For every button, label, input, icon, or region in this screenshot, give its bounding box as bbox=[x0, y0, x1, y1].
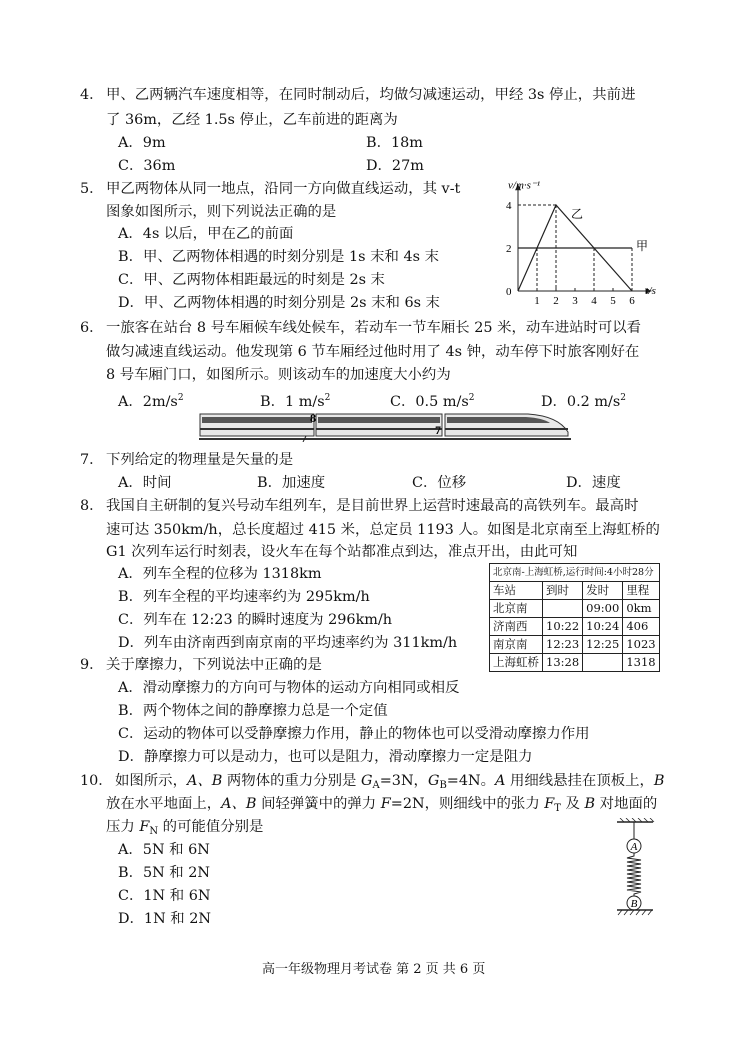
car-label-7: 7 bbox=[435, 423, 441, 437]
q5-number: 5． bbox=[80, 181, 104, 197]
q9-option-c: C．运动的物体可以受静摩擦力作用，静止的物体也可以受滑动摩擦力作用 bbox=[118, 726, 590, 742]
q4-option-d: D．27m bbox=[366, 158, 424, 174]
q8-stem-line2: 速可达 350km/h，总长度超过 415 米，总定员 1193 人。如图是北京南至上海虹桥的 bbox=[106, 522, 660, 538]
y-axis-label: v/m·s⁻¹ bbox=[508, 179, 541, 192]
q5-stem-line1: 甲乙两物体从同一地点，沿同一方向做直线运动，其 v-t bbox=[106, 181, 461, 197]
table-cell: 南京南 bbox=[490, 636, 543, 654]
q7-option-b: B．加速度 bbox=[257, 475, 326, 491]
q4-option-a: A．9m bbox=[118, 135, 166, 151]
q4-option-c: C．36m bbox=[118, 158, 176, 174]
timetable-header-cell: 里程 bbox=[623, 582, 659, 600]
q8-number: 8． bbox=[80, 498, 104, 514]
q6-option-b-sup: 2 bbox=[324, 393, 331, 403]
q4-stem-line2: 了 36m，乙经 1.5s 停止，乙车前进的距离为 bbox=[106, 112, 398, 128]
series-label-yi: 乙 bbox=[571, 206, 584, 221]
q7-option-c: C．位移 bbox=[412, 475, 467, 491]
timetable-title: 北京南-上海虹桥,运行时间:4小时28分 bbox=[490, 564, 660, 582]
q9-option-b: B．两个物体之间的静摩擦力总是一个定值 bbox=[118, 703, 388, 719]
origin-label: 0 bbox=[506, 286, 512, 298]
timetable-header-cell: 车站 bbox=[490, 582, 543, 600]
table-cell: 12:25 bbox=[583, 636, 623, 654]
table-row bbox=[490, 600, 660, 618]
q5-option-c: C．甲、乙两物体相距最远的时刻是 2s 末 bbox=[118, 272, 385, 288]
vt-graph bbox=[480, 176, 675, 306]
q8-option-a: A．列车全程的位移为 1318km bbox=[118, 566, 322, 582]
timetable-header-cell: 到时 bbox=[543, 582, 583, 600]
x-tick-label: 2 bbox=[553, 295, 559, 306]
q9-stem-line1: 关于摩擦力，下列说法中正确的是 bbox=[106, 657, 322, 673]
q6-option-d-sup: 2 bbox=[620, 393, 627, 403]
q4-number: 4． bbox=[80, 87, 104, 103]
table-row bbox=[490, 654, 660, 672]
q6-stem-line2: 做匀减速直线运动。他发现第 6 节车厢经过他时用了 4s 钟，动车停下时旅客刚好在 bbox=[106, 344, 640, 360]
table-cell: 北京南 bbox=[490, 600, 543, 618]
q10-number: 10． bbox=[80, 773, 113, 789]
page-footer: 高一年级物理月考试卷 第 2 页 共 6 页 bbox=[262, 962, 486, 977]
train-car-middle bbox=[316, 414, 442, 436]
y-tick-label: 2 bbox=[506, 243, 512, 255]
q10-stem-line3: 压力 $F_N$ 的可能值分别是 bbox=[106, 819, 264, 837]
q9-option-d: D．静摩擦力可以是动力，也可以是阻力，滑动摩擦力一定是阻力 bbox=[118, 749, 533, 765]
q8-stem-line3: G1 次列车运行时刻表，设火车在每个站都准点到达，准点开出，由此可知 bbox=[106, 544, 578, 560]
q7-number: 7． bbox=[80, 452, 104, 468]
timetable bbox=[489, 563, 660, 672]
q6-option-c-text: C．0.5 m/s bbox=[390, 394, 469, 410]
spring-diagram bbox=[612, 818, 658, 918]
q9-number: 9． bbox=[80, 657, 104, 673]
q8-stem-line1: 我国自主研制的复兴号动车组列车，是目前世界上运营时速最高的高铁列车。最高时 bbox=[106, 498, 639, 514]
table-cell bbox=[583, 654, 623, 672]
q9-option-a: A．滑动摩擦力的方向可与物体的运动方向相同或相反 bbox=[118, 680, 460, 696]
table-row bbox=[490, 618, 660, 636]
timetable-header-row bbox=[490, 582, 660, 600]
table-cell: 上海虹桥 bbox=[490, 654, 543, 672]
q8-option-b: B．列车全程的平均速率约为 295km/h bbox=[118, 589, 370, 605]
q6-stem-line3: 8 号车厢门口，如图所示。则该动车的加速度大小约为 bbox=[106, 367, 451, 383]
x-tick-label: 5 bbox=[610, 295, 616, 306]
spring bbox=[627, 853, 641, 896]
q10-stem-line2: 放在水平地面上，A、B 间轻弹簧中的弹力 F=2N，则细线中的张力 $F_T$ 及 B 对地面的 bbox=[106, 796, 658, 814]
table-cell: 1023 bbox=[623, 636, 659, 654]
x-axis-label: t/s bbox=[645, 285, 656, 297]
train-car-left bbox=[200, 414, 314, 436]
q7-stem-line1: 下列给定的物理量是矢量的是 bbox=[106, 452, 294, 468]
y-tick-label: 4 bbox=[506, 200, 512, 212]
series-label-jia: 甲 bbox=[636, 239, 649, 253]
x-tick-label: 1 bbox=[534, 295, 540, 306]
q6-option-a bbox=[118, 386, 184, 414]
q5-option-a: A．4s 以后，甲在乙的前面 bbox=[118, 226, 294, 242]
q10-option-d: D．1N 和 2N bbox=[118, 911, 211, 927]
table-cell: 0km bbox=[623, 600, 659, 618]
q6-option-a-sup: 2 bbox=[177, 393, 184, 403]
table-cell: 12:23 bbox=[543, 636, 583, 654]
table-cell: 济南西 bbox=[490, 618, 543, 636]
q5-stem-line2: 图象如图所示，则下列说法正确的是 bbox=[106, 204, 337, 220]
x-tick-label: 4 bbox=[591, 295, 597, 306]
object-b-label: B bbox=[630, 898, 638, 910]
timetable-header-cell: 发时 bbox=[583, 582, 623, 600]
q6-number: 6． bbox=[80, 320, 104, 336]
x-tick-label: 6 bbox=[629, 295, 635, 306]
q6-option-c-sup: 2 bbox=[468, 393, 475, 403]
train-illustration bbox=[198, 408, 572, 442]
q10-stem-line1: 如图所示，A、B 两物体的重力分别是 $G_A=3N$，$G_B=4N$。A 用细线悬挂在顶板上，B bbox=[115, 773, 665, 791]
q10-option-b: B．5N 和 2N bbox=[118, 865, 211, 881]
q8-option-d: D．列车由济南西到南京南的平均速率约为 311km/h bbox=[118, 635, 458, 651]
q10-option-a: A．5N 和 6N bbox=[118, 842, 210, 858]
train-locomotive bbox=[445, 414, 568, 436]
table-cell: 10:22 bbox=[543, 618, 583, 636]
q8-option-c: C．列车在 12:23 的瞬时速度为 296km/h bbox=[118, 612, 393, 628]
q6-option-a-text: A．2m/s bbox=[118, 394, 178, 410]
table-cell: 406 bbox=[623, 618, 659, 636]
q6-option-b-text: B．1 m/s bbox=[260, 394, 325, 410]
table-cell: 13:28 bbox=[543, 654, 583, 672]
object-a-label: A bbox=[630, 841, 638, 853]
table-cell: 1318 bbox=[623, 654, 659, 672]
x-tick-label: 3 bbox=[572, 295, 578, 306]
train-track bbox=[199, 438, 571, 440]
q4-stem-line1: 甲、乙两辆汽车速度相等，在同时制动后，均做匀减速运动，甲经 3s 停止，共前进 bbox=[106, 87, 636, 103]
q4-option-b: B．18m bbox=[366, 135, 423, 151]
table-cell bbox=[543, 600, 583, 618]
table-row bbox=[490, 636, 660, 654]
car-label-8: 8 bbox=[310, 411, 316, 425]
q6-option-d-text: D．0.2 m/s bbox=[541, 394, 621, 410]
q5-option-b: B．甲、乙两物体相遇的时刻分别是 1s 末和 4s 末 bbox=[118, 249, 439, 265]
q5-option-d: D．甲、乙两物体相遇的时刻分别是 2s 末和 6s 末 bbox=[118, 295, 440, 311]
table-cell: 10:24 bbox=[583, 618, 623, 636]
q10-option-c: C．1N 和 6N bbox=[118, 888, 211, 904]
table-cell: 09:00 bbox=[583, 600, 623, 618]
q7-option-d: D．速度 bbox=[566, 475, 621, 491]
q6-stem-line1: 一旅客在站台 8 号车厢候车线处候车，若动车一节车厢长 25 米，动车进站时可以看 bbox=[106, 320, 642, 336]
q7-option-a: A．时间 bbox=[118, 475, 172, 491]
